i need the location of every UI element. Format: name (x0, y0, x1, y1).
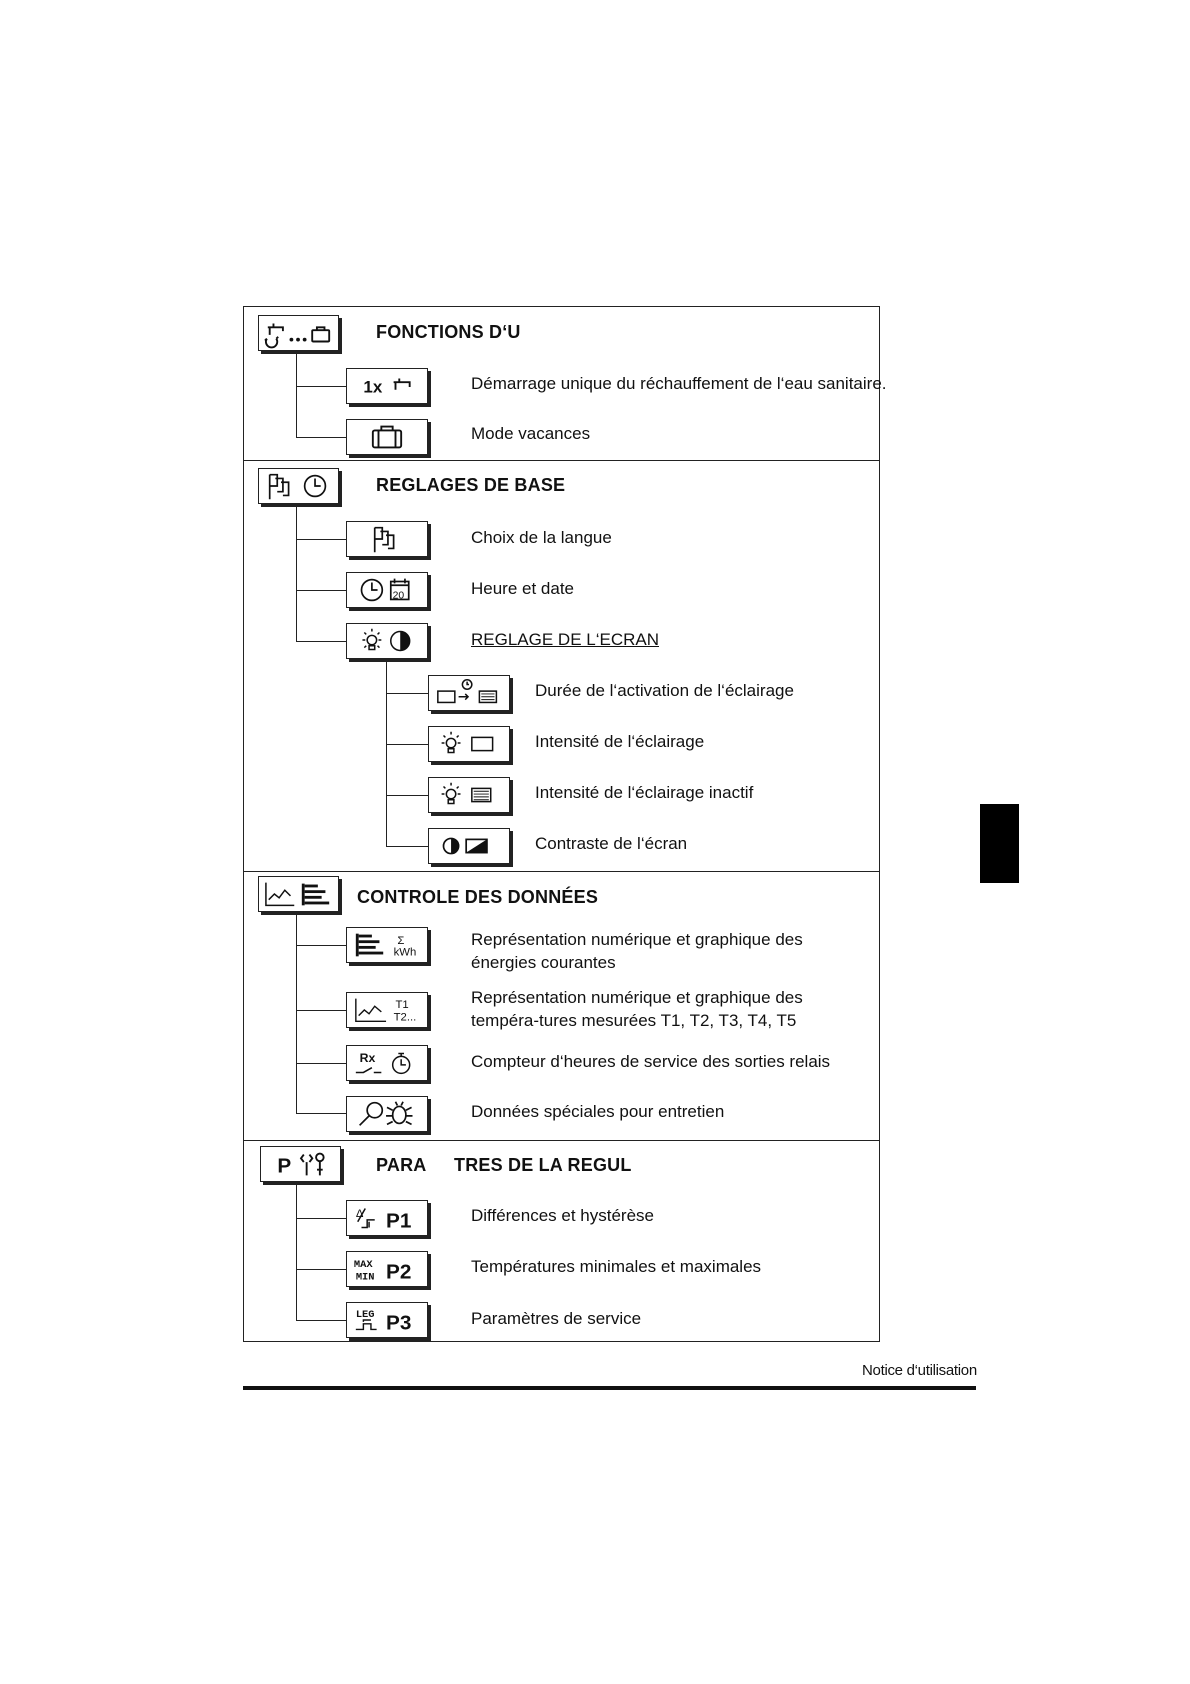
item-label: Heure et date (471, 579, 575, 598)
tree-line (386, 795, 430, 796)
one-time-tap-icon (346, 368, 428, 404)
section-title-fonctions: FONCTIONS D‘U (376, 322, 521, 342)
section-title-parametres-a: PARA (376, 1155, 427, 1175)
p3-icon (346, 1302, 428, 1338)
tap-suitcase-icon (258, 315, 339, 351)
tree-line (296, 1113, 346, 1114)
tree-line (296, 1269, 346, 1270)
subitem-label: Durée de l‘activation de l‘éclairage (535, 681, 794, 700)
tree-line (296, 641, 346, 642)
bulb-dim-screen-icon (428, 777, 510, 813)
tree-line (296, 1184, 297, 1320)
item-label: Représentation numérique et graphique des énergies courantes (471, 930, 803, 972)
p-tools-icon (260, 1146, 341, 1182)
svg-text:P3: P3 (386, 1311, 412, 1335)
item-label-underlined: REGLAGE DE L‘ECRAN (471, 630, 659, 649)
section-divider (243, 1140, 880, 1141)
item-label: Choix de la langue (471, 528, 612, 547)
svg-text:LEG: LEG (355, 1309, 375, 1322)
item-label: Températures minimales et maximales (471, 1257, 762, 1276)
tree-line (296, 353, 297, 438)
flags-icon (346, 521, 428, 557)
subitem-label: Intensité de l‘éclairage (535, 732, 705, 751)
section-title-controle: CONTROLE DES DONNÉES (357, 887, 599, 907)
p2-icon (346, 1251, 428, 1287)
bulb-contrast-icon (346, 623, 428, 659)
menu-structure-frame (243, 306, 880, 1342)
item-label: Données spéciales pour entretien (471, 1102, 725, 1121)
bars-kwh-icon (346, 927, 428, 963)
tree-line (296, 386, 346, 387)
svg-text:P1: P1 (386, 1209, 412, 1233)
section-divider (243, 871, 880, 872)
magnifier-bug-icon (346, 1096, 428, 1132)
relay-stopwatch-icon (346, 1045, 428, 1081)
tree-line (296, 1063, 346, 1064)
chapter-tab (980, 804, 1019, 883)
graph-bars-icon (258, 876, 339, 912)
tree-line (386, 846, 430, 847)
item-label: Compteur d‘heures de service des sorties relais (471, 1052, 831, 1071)
svg-text:Σ: Σ (397, 935, 405, 948)
svg-text:T1: T1 (395, 999, 409, 1012)
svg-text:MAX: MAX (353, 1259, 373, 1272)
calendar-number: 20 (392, 590, 405, 602)
section-divider (243, 460, 880, 461)
tree-line (386, 693, 430, 694)
tree-line (386, 744, 430, 745)
svg-text:MIN: MIN (355, 1271, 375, 1284)
item-label: Représentation numérique et graphique des tempéra-tures mesurées T1, T2, T3, T4, T5 (471, 988, 803, 1030)
subitem-label: Intensité de l‘éclairage inactif (535, 783, 754, 802)
contrast-icon (428, 828, 510, 864)
tree-line (296, 437, 346, 438)
section-title-reglages: REGLAGES DE BASE (376, 475, 566, 495)
svg-text:P: P (277, 1154, 292, 1178)
backlight-timer-icon (428, 675, 510, 711)
subitem-label: Contraste de l‘écran (535, 834, 688, 853)
item-label: Différences et hystérèse (471, 1206, 654, 1225)
suitcase-icon (346, 419, 428, 455)
tree-line (296, 1320, 346, 1321)
graph-temperatures-icon (346, 992, 428, 1028)
tree-line (296, 914, 297, 1114)
item-label: Mode vacances (471, 424, 591, 443)
tree-line (386, 660, 387, 846)
svg-text:kWh: kWh (393, 946, 417, 959)
item-label: Paramètres de service (471, 1309, 642, 1328)
tree-line (296, 506, 297, 641)
tree-line (296, 945, 346, 946)
item-label: Démarrage unique du réchauffement de l‘eau sanitaire. (471, 374, 887, 393)
bulb-screen-icon (428, 726, 510, 762)
footer-rule (243, 1386, 976, 1390)
tree-line (296, 1218, 346, 1219)
svg-text:1x: 1x (363, 377, 383, 397)
tree-line (296, 590, 346, 591)
tree-line (296, 1010, 346, 1011)
p1-icon (346, 1200, 428, 1236)
footer-text: Notice d‘utilisation (862, 1362, 977, 1379)
svg-text:Δ: Δ (355, 1208, 364, 1221)
svg-text:P2: P2 (386, 1260, 412, 1284)
clock-calendar-icon (346, 572, 428, 608)
svg-text:T2...: T2... (393, 1011, 417, 1024)
section-title-parametres-b: TRES DE LA REGUL (454, 1155, 632, 1175)
svg-text:Rx: Rx (359, 1051, 376, 1066)
flags-clock-icon (258, 468, 339, 504)
tree-line (296, 539, 346, 540)
